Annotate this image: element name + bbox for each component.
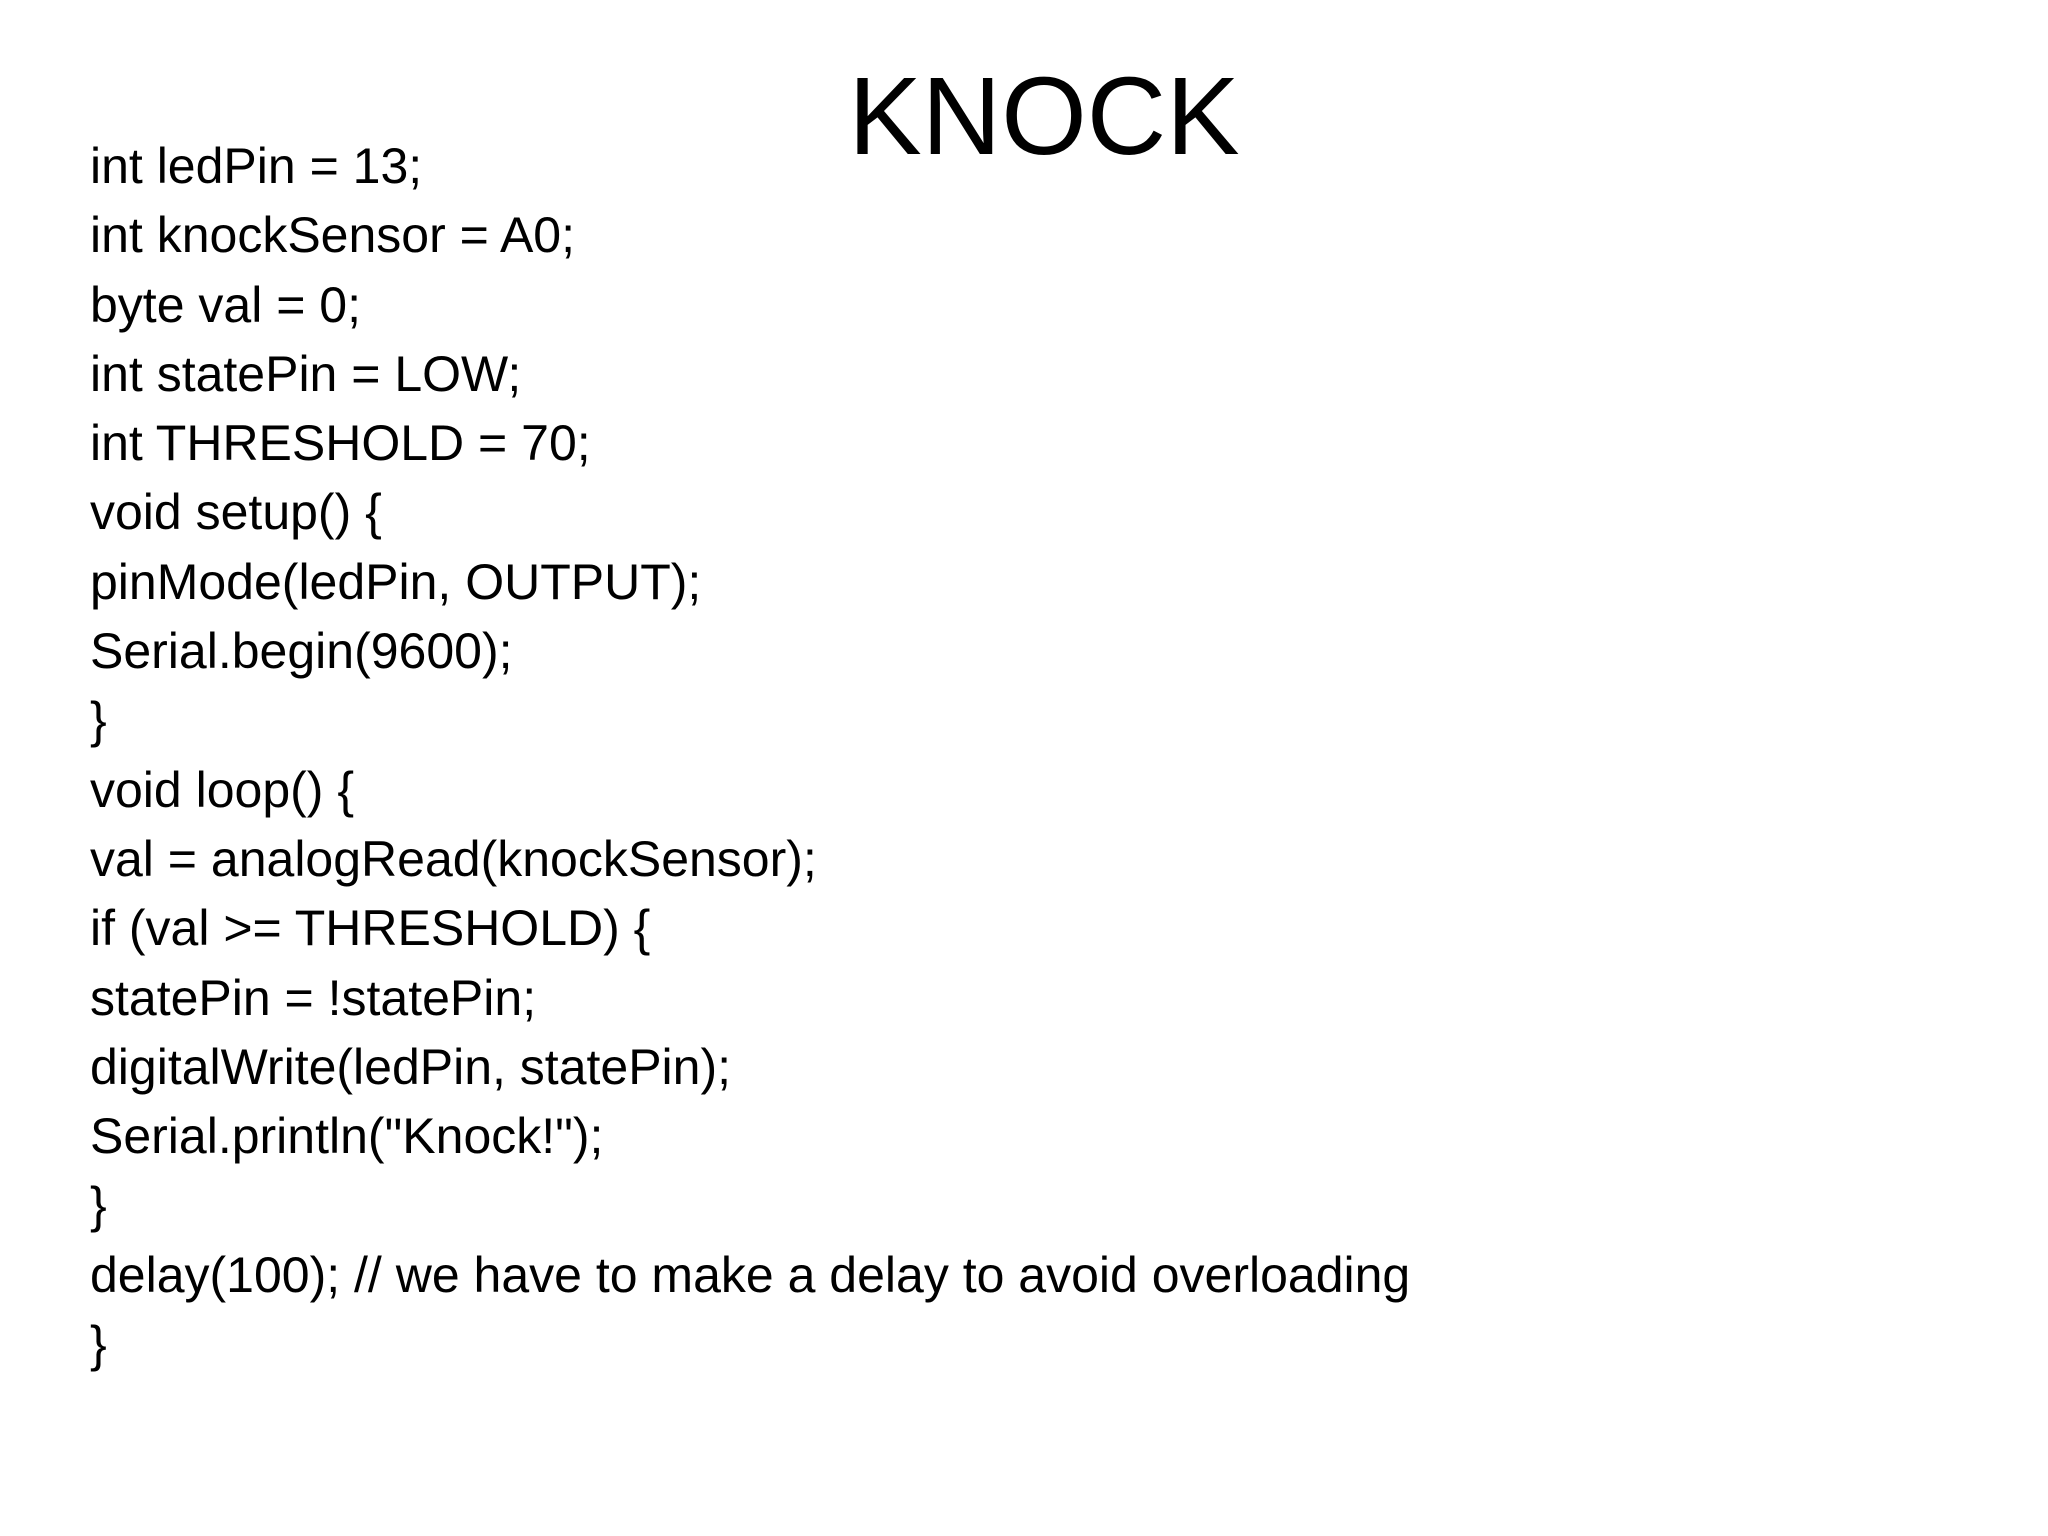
code-line: delay(100); // we have to make a delay to avoid overloading <box>90 1246 1411 1303</box>
code-line: Serial.println("Knock!"); <box>90 1108 604 1165</box>
code-line: Serial.begin(9600); <box>90 623 513 680</box>
slide-title: KNOCK <box>848 55 1240 178</box>
code-line: int ledPin = 13; <box>90 138 423 194</box>
code-line: int knockSensor = A0; <box>90 207 576 264</box>
code-line: int THRESHOLD = 70; <box>90 415 591 472</box>
code-line: void setup() { <box>90 484 382 541</box>
code-line: digitalWrite(ledPin, statePin); <box>90 1038 732 1095</box>
code-line: void loop() { <box>90 761 355 818</box>
code-line: } <box>90 692 107 749</box>
code-line: if (val >= THRESHOLD) { <box>90 900 651 957</box>
code-line: } <box>90 1316 107 1373</box>
code-listing <box>90 132 1990 1379</box>
code-line: statePin = !statePin; <box>90 969 537 1026</box>
code-line: pinMode(ledPin, OUTPUT); <box>90 553 702 610</box>
code-line: int statePin = LOW; <box>90 345 522 402</box>
code-line: byte val = 0; <box>90 276 361 333</box>
code-line: } <box>90 1177 107 1234</box>
code-line: val = analogRead(knockSensor); <box>90 830 817 887</box>
